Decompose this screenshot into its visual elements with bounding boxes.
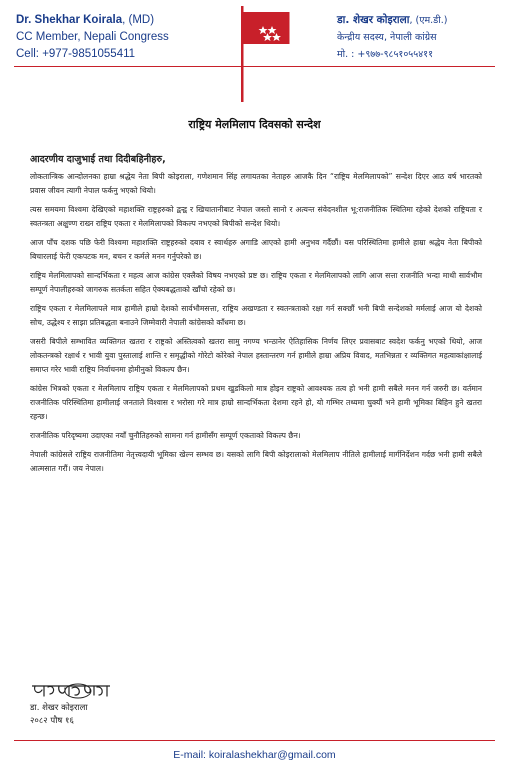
letterhead-name-en — [16, 12, 216, 29]
name-np-bold: डा. शेखर कोइराला — [337, 14, 410, 26]
letterhead-left — [16, 12, 216, 63]
paragraph: त्यस समयमा विश्वमा देखिएको महाशक्ति राष्ट्रहरुको द्वन्द्व र खिचातानीबाट नेपाल जस्तो सानो र अत्यन्त संवेदनशील भू:राजनीतिक स्थितिमा रहेको देशको राष्ट्रियता र स्वतन्त्रता अक्षुण्ण राख्न राष्ट्रिय एकता र मेलमिलापको विकल्प नभएको बिपीको सन्देश थियो। — [30, 205, 482, 228]
paragraph: कांग्रेस भित्रको एकता र मेलमिलाप राष्ट्रिय एकता र मेलमिलापको प्रथम खुडकिलो मात्र होइन राष्ट्रको आवश्यक तत्व हो भनी हामी सबैले मनन गर्न जरुरी छ। वर्तमान राजनीतिक परिस्थितिमा हामीलाई जनताले विश्वास र भरोसा गरे मात्र हाम्रो सान्दर्भिकता देशमा रहने हो, यो गम्भिर तथ्यमा चुक्यौं भने हामी भूमिका बिहिन हुने खतरा रहन्छ। — [30, 384, 482, 421]
paragraph: राष्ट्रिय मेलमिलापको सान्दर्भिकता र महत्व आज कांग्रेस एक्लैको विषय नभएको प्रष्ट छ। राष्ट्रिय एकता र मेलमिलापको लागि आज सत्ता राजनीति भन्दा माथी सार्वभौम सम्पूर्ण नेपालीहरुको जागरुक सतर्कता सहित ऐक्यबद्धताको खाँचो रहेको छ। — [30, 271, 482, 294]
paragraph: राष्ट्रिय एकता र मेलमिलापले मात्र हामीले हाम्रो देशको सार्वभौमसत्ता, राष्ट्रिय अखण्डता र स्वतन्त्रताको रक्षा गर्न सक्छौं भनी बिपी सन्देशको मर्मलाई आज यो देशको सोच, उद्धेश्य र साझा प्रतिबद्धता बनाउने जिम्मेवारी नेपाली कांग्रेसको काँधमा छ। — [30, 304, 482, 327]
paragraph: जसरी बिपीले सम्भावित व्यक्तिगत खतरा र राष्ट्रको अस्तित्वको खतरा सामु नगण्य भन्ठानेर ऐतिहासिक निर्णय लिएर प्रवासबाट स्वदेश फर्कनु भएको थियो, आज लोकतन्त्रको रक्षार्थ र भावी युवा पुस्तालाई शान्ति र समृद्धीको गोरेटो कोरेको नेपाल हस्तान्तरण गर्न हामीले हाम्रा अप्रिय विवाद, मतभिन्नता र व्यक्तिगत महत्वाकांक्षालाई समाप्त गरेर भावी राष्ट्रिय निर्वाचनमा होमीनुको विकल्प छैन। — [30, 337, 482, 374]
signature-date: २०८२ पौष १६ — [30, 716, 74, 726]
letterhead-phone-np: मो. : +९७७-९८५१०५५४११ — [337, 49, 434, 60]
letterhead-role-np: केन्द्रीय सदस्य, नेपाली कांग्रेस — [337, 32, 437, 43]
letterhead-name-np — [337, 12, 497, 29]
paragraph: आज पाँच दशक पछि फेरी विश्वमा महाशक्ति राष्ट्रहरुको दबाव र स्वार्थहरु अगाडि आएको हामी अनुभव गर्दैछौं। यस परिस्थितिमा हामीले हाम्रा श्रद्धेय नेता बिपीको बिचारलाई फेरी एकपटक मन, बचन र कर्मले मनन गर्नुपरेको छ। — [30, 238, 482, 261]
paragraph: लोकतान्त्रिक आन्दोलनका हाम्रा श्रद्धेय नेता बिपी कोइराला, गणेशमान सिंह लगायतका नेताहरु आजकै दिन “राष्ट्रिय मेलमिलापको” सन्देश दिएर आठ वर्ष भारतको प्रवास जीवन त्यागी नेपाल फर्कनु भएको थियो। — [30, 172, 482, 195]
footer-divider — [14, 740, 495, 741]
document-title: राष्ट्रिय मेलमिलाप दिवसको सन्देश — [188, 118, 321, 131]
nepali-congress-flag-icon — [224, 4, 300, 102]
salutation: आदरणीय दाजुभाई तथा दिदीबहिनीहरु, — [30, 154, 166, 165]
signature-block — [30, 680, 120, 728]
name-np-suffix: , (एम.डी.) — [409, 15, 448, 26]
letterhead-right — [337, 12, 497, 63]
letterhead-role-en: CC Member, Nepali Congress — [16, 31, 169, 43]
name-en-suffix: , (MD) — [122, 14, 155, 26]
handwritten-signature — [30, 680, 120, 700]
name-en-bold: Dr. Shekhar Koirala — [16, 14, 123, 26]
signatory-name: डा. शेखर कोइराला — [30, 703, 88, 713]
paragraph: राजनीतिक परिदृष्यमा उदाएका नयाँ चुनौतिहरुको सामना गर्न हामीसँग सम्पूर्ण एकताको विकल्प छैन। — [30, 431, 301, 440]
footer-email: E-mail: koiralashekhar@gmail.com — [173, 749, 336, 761]
letterhead-phone-en: Cell: +977-9851055411 — [16, 48, 136, 60]
letter-body — [30, 152, 482, 481]
header-divider — [14, 66, 495, 67]
paragraph: नेपाली कांग्रेसले राष्ट्रिय राजनीतिमा नेतृत्त्वदायी भूमिका खेल्न सम्भव छ। यसको लागि बिपी कोइरालाको मेलमिलाप नीतिले हामीलाई मार्गनिर्देशन गर्दछ भनी हामी सबैले आत्मसात गरौं। जय नेपाल। — [30, 450, 482, 473]
